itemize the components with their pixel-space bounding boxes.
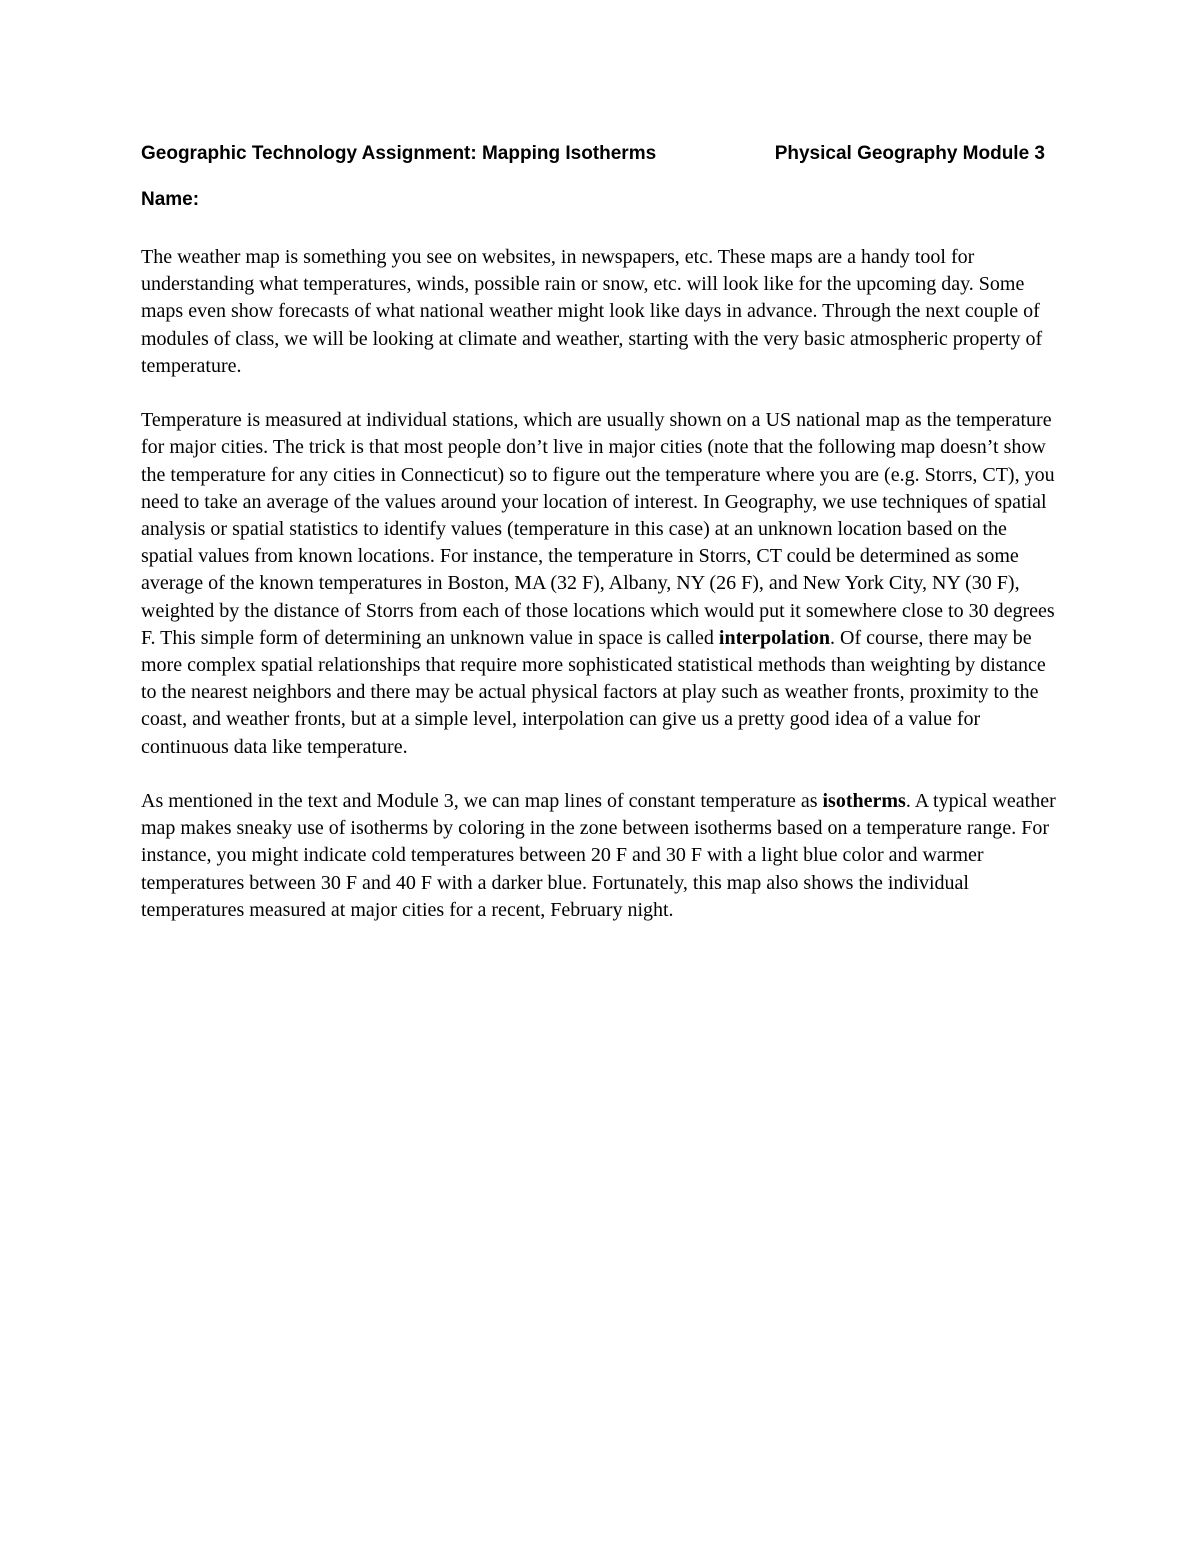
paragraph-isotherms-text-after: . A typical weather map makes sneaky use of isotherms by coloring in the zone between isotherms based on a temperature range. For instance, you might indicate cold temperatures between 20 F and 30 F with a light blue color and warmer temperatures between 30 F and 40 F with a darker blue. Fortunately, this map also shows the individual temperatures measured at major cities for a recent, February night.: [141, 790, 1056, 921]
paragraph-intro: [141, 244, 1061, 380]
paragraph-interpolation-text-after: . Of course, there may be more complex spatial relationships that require more sophisticated statistical methods than weighting by distance to the nearest neighbors and there may be actual physical factors at play such as weather fronts, proximity to the coast, and weather fronts, but at a simple level, interpolation can give us a pretty good idea of a value for continuous data like temperature.: [141, 626, 1046, 758]
course-module-label: Physical Geography Module 3: [774, 143, 1045, 164]
body-text: [141, 244, 1061, 951]
term-isotherms: isotherms: [822, 790, 906, 813]
header: [141, 143, 1045, 169]
assignment-title: Geographic Technology Assignment: Mapping Isotherms: [141, 143, 657, 164]
name-label: Name:: [141, 189, 200, 210]
paragraph-interpolation-text-before: Temperature is measured at individual stations, which are usually shown on a US national map as the temperature for major cities. The trick is that most people don’t live in major cities (note that the following map doesn’t show the temperature for any cities in Connecticut) so to figure out the temperature where you are (e.g. Storrs, CT), you need to take an average of the values around your location of interest. In Geography, we use techniques of spatial analysis or spatial statistics to identify values (temperature in this case) at an unknown location based on the spatial values from known locations. For instance, the temperature in Storrs, CT could be determined as some average of the known temperatures in Boston, MA (32 F), Albany, NY (26 F), and New York City, NY (30 F), weighted by the distance of Storrs from each of those locations which would put it somewhere close to 30 degrees F. This simple form of determining an unknown value in space is called: [141, 409, 1055, 649]
paragraph-interpolation: [141, 407, 1061, 761]
paragraph-isotherms-text-before: As mentioned in the text and Module 3, we can map lines of constant temperature as: [141, 790, 823, 813]
term-interpolation: interpolation: [718, 626, 831, 649]
paragraph-intro-text: The weather map is something you see on websites, in newspapers, etc. These maps are a handy tool for understanding what temperatures, winds, possible rain or snow, etc. will look like for the upcoming day. Some maps even show forecasts of what national weather might look like days in advance. Through the next couple of modules of class, we will be looking at climate and weather, starting with the very basic atmospheric property of temperature.: [141, 246, 1043, 377]
paragraph-isotherms: [141, 788, 1061, 924]
